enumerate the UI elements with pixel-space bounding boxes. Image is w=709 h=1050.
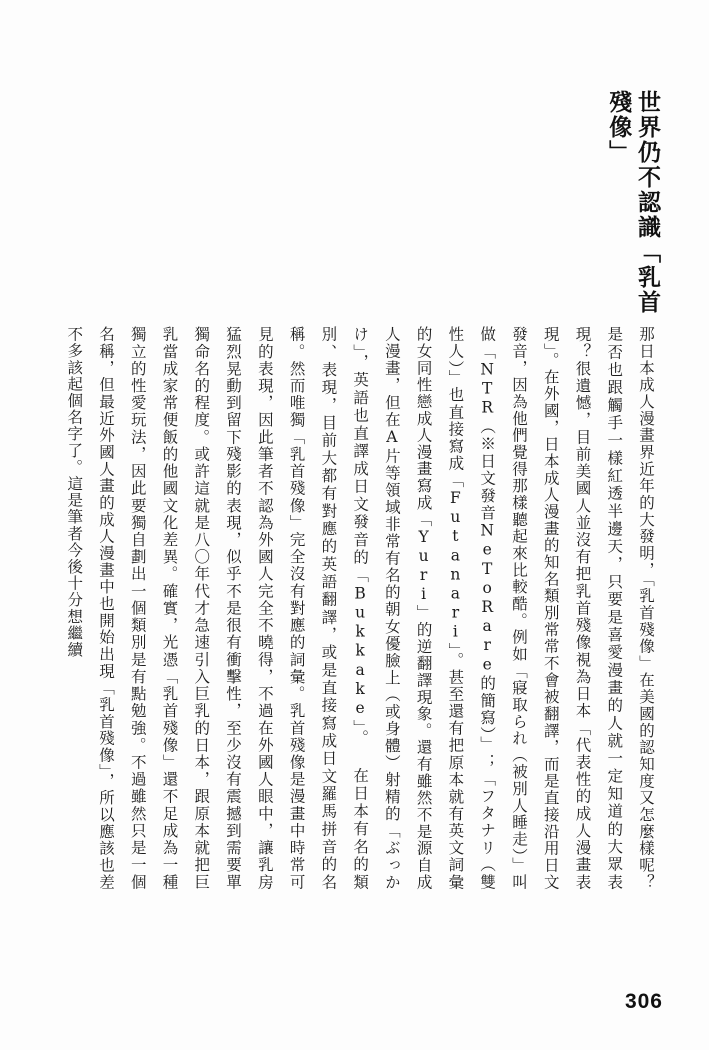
page-text-block xyxy=(61,90,661,890)
page-title: 世界仍不認識「乳首殘像」 xyxy=(605,90,661,315)
page-number: 306 xyxy=(624,990,663,1013)
body-text: 那日本成人漫畫界近年的大發明，「乳首殘像」在美國的認知度又怎麼樣呢？是否也跟觸手一樣紅透半邊天，只要是喜愛漫畫的人就一定知道的大眾表現？很遺憾，目前美國人並沒有把乳首殘像視為日本「代表性的成人漫畫表現」。在外國，日本成人漫畫的知名類別常常不會被翻譯，而是直接沿用日文發音，因為他們覺得那樣聽起來比較酷。例如「寢取られ（被別人睡走）」叫做「NTR（※日文發音NeToRare的簡寫）」；「フタナリ（雙性人）」也直接寫成「Futanari」。甚至還有把原本就有英文詞彙的女同性戀成人漫畫寫成「Yuri」的逆翻譯現象。還有雖然不是源自成人漫畫，但在A片等領域非常有名的朝女優臉上（或身體）射精的「ぶっかけ」，英語也直譯成日文發音的「Bukkake」。 在日本有名的類別、表現，目前大都有對應的英語翻譯，或是直接寫成日文羅馬拼音的名稱。然而唯獨「乳首殘像」完全沒有對應的詞彙。乳首殘像是漫畫中時常可見的表現，因此筆者不認為外國人完全不曉得，不過在外國人眼中，讓乳房猛烈晃動到留下殘影的表現，似乎不是很有衝擊性，至少沒有震撼到需要單獨命名的程度。或許這就是八〇年代才急速引入巨乳的日本，跟原本就把巨乳當成家常便飯的他國文化差異。確實，光憑「乳首殘像」還不足成為一種獨立的性愛玩法，因此要獨自劃出一個類別是有點勉強。不過雖然只是一個名稱，但最近外國人畫的成人漫畫中也開始出現「乳首殘像」，所以應該也差不多該起個名字了。這是筆者今後十分想繼續 xyxy=(65,325,655,890)
